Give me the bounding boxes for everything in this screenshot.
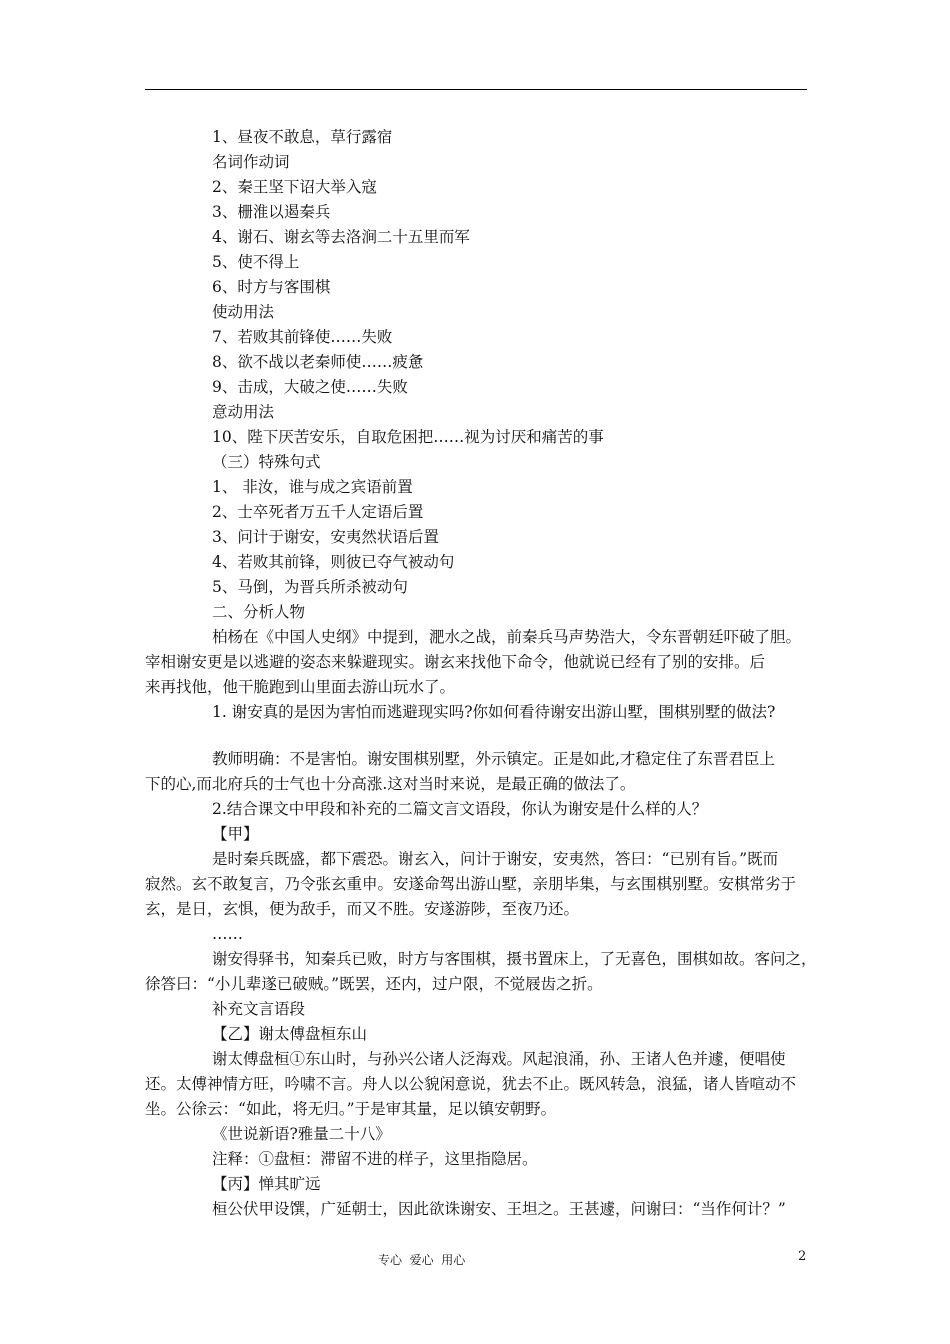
text-line: 10、陛下厌苦安乐，自取危困把……视为讨厌和痛苦的事 [212, 428, 604, 446]
text-line: 8、欲不战以老秦师使……疲惫 [212, 353, 424, 371]
passage-label: 【丙】惮其旷远 [212, 1175, 321, 1193]
paragraph-line: 来再找他，他干脆跑到山里面去游山玩水了。 [145, 678, 456, 696]
passage-label: 【乙】谢太傅盘桓东山 [212, 1025, 368, 1043]
passage-line: 寂然。玄不敢复言，乃令张玄重申。安遂命驾出游山墅，亲朋毕集，与玄围棋别墅。安棋常劣于 [145, 875, 797, 893]
text-line: 5、使不得上 [212, 253, 300, 271]
question-line: 1. 谢安真的是因为害怕而逃避现实吗?你如何看待谢安出游山墅，围棋别墅的做法? [212, 703, 776, 721]
section-heading: （三）特殊句式 [212, 453, 321, 471]
question-line: 2.结合课文中甲段和补充的二篇文言文语段，你认为谢安是什么样的人？ [212, 800, 708, 818]
text-line: 3、栅淮以遏秦兵 [212, 203, 331, 221]
passage-line: 是时秦兵既盛，都下震恐。谢玄入，问计于谢安，安夷然，答曰：“已别有旨。”既而 [212, 850, 779, 868]
paragraph-line: 宰相谢安更是以逃避的姿态来躲避现实。谢玄来找他下命令，他就说已经有了别的安排。后 [145, 653, 766, 671]
text-line: 1、昼夜不敢息，草行露宿 [212, 128, 393, 146]
section-label: 补充文言语段 [212, 1000, 306, 1018]
section-label: 意动用法 [212, 403, 275, 421]
source-citation: 《世说新语?雅量二十八》 [212, 1125, 391, 1143]
header-rule [145, 89, 807, 90]
text-line: 4、若败其前锋，则彼已夺气被动句 [212, 553, 455, 571]
annotation-line: 注释：①盘桓：滞留不进的样子，这里指隐居。 [212, 1150, 538, 1168]
passage-line: 桓公伏甲设馔，广延朝士，因此欲诛谢安、王坦之。王甚遽，问谢曰：“当作何计？” [212, 1200, 786, 1218]
paragraph-line: 柏杨在《中国人史纲》中提到，淝水之战，前秦兵马声势浩大，令东晋朝廷吓破了胆。 [212, 628, 802, 646]
text-line: 6、时方与客围棋 [212, 278, 331, 296]
passage-line: 玄，是日，玄惧，便为敌手，而又不胜。安遂游陟，至夜乃还。 [145, 900, 580, 918]
page-number: 2 [798, 1249, 807, 1264]
text-line: 7、若败其前锋使……失败 [212, 328, 393, 346]
paragraph-line: 下的心,而北府兵的士气也十分高涨.这对当时来说，是最正确的做法了。 [145, 775, 636, 793]
section-label: 使动用法 [212, 303, 275, 321]
text-line: 5、马倒，为晋兵所杀被动句 [212, 578, 408, 596]
text-line: 9、击成，大破之使……失败 [212, 378, 408, 396]
passage-line: 谢太傅盘桓①东山时，与孙兴公诸人泛海戏。风起浪涌，孙、王诸人色并遽，便唱使 [212, 1050, 786, 1068]
text-line: 2、士卒死者万五千人定语后置 [212, 503, 424, 521]
passage-line: 还。太傅神情方旺，吟啸不言。舟人以公貌闲意说，犹去不止。既风转急，浪猛，诸人皆喧动不 [145, 1075, 797, 1093]
ellipsis-line: …… [212, 925, 243, 943]
passage-line: 谢安得驿书，知秦兵已败，时方与客围棋，摄书置床上，了无喜色，围棋如故。客问之， [212, 950, 817, 968]
passage-line: 坐。公徐云：“如此，将无归。”于是审其量，足以镇安朝野。 [145, 1100, 557, 1118]
page-footer: 专心 爱心 用心 [378, 1253, 466, 1267]
section-label: 名词作动词 [212, 153, 290, 171]
passage-label: 【甲】 [212, 825, 259, 843]
passage-line: 徐答曰：“小儿辈遂已破贼。”既罢，还内，过户限，不觉屐齿之折。 [145, 975, 603, 993]
text-line: 2、秦王坚下诏大举入寇 [212, 178, 377, 196]
paragraph-line: 教师明确：不是害怕。谢安围棋别墅，外示镇定。正是如此,才稳定住了东晋君臣上 [212, 750, 775, 768]
section-heading: 二、分析人物 [212, 603, 306, 621]
text-line: 1、 非汝，谁与成之宾语前置 [212, 478, 413, 496]
text-line: 3、问计于谢安，安夷然状语后置 [212, 528, 439, 546]
text-line: 4、谢石、谢玄等去洛涧二十五里而军 [212, 228, 470, 246]
